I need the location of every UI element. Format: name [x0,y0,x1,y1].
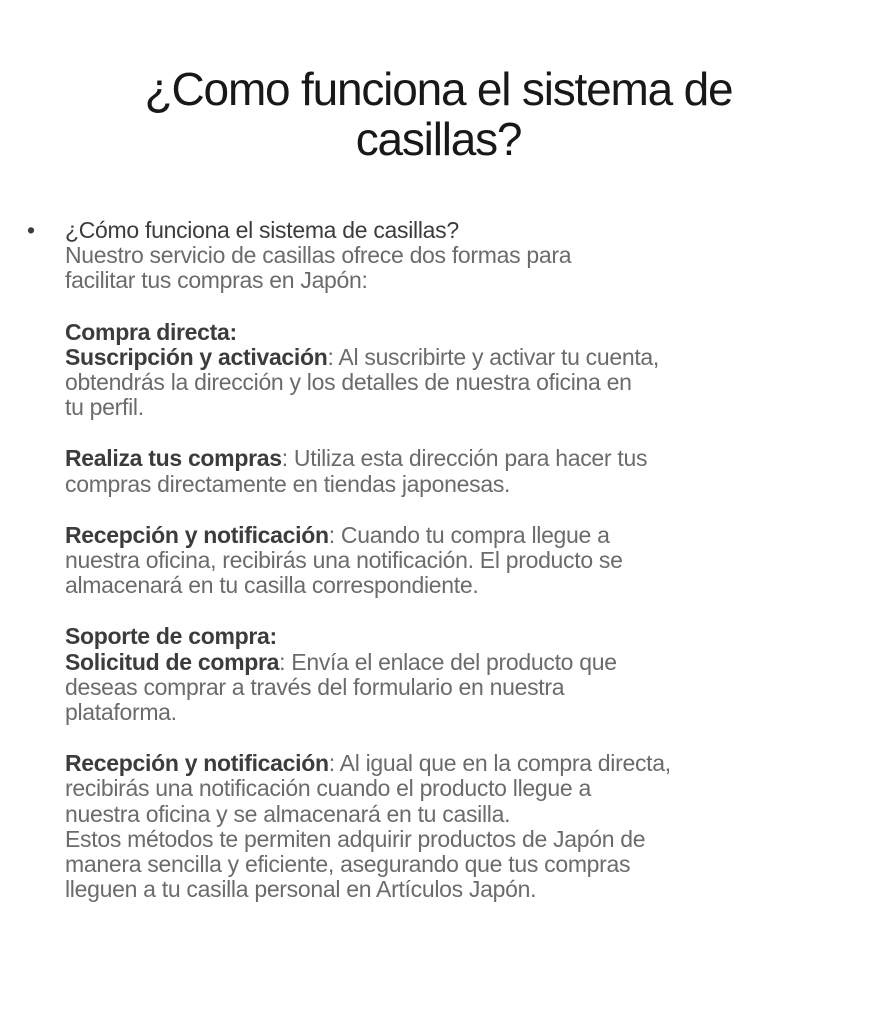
text-segment: ¿Cómo funciona el sistema de casillas? [65,217,459,243]
text-line [65,218,835,243]
text-line [65,675,835,700]
text-line [65,776,835,801]
text-line [65,700,835,725]
text-line [65,548,835,573]
slide-title-line-1: ¿Como funciona el sistema de [144,63,733,115]
text-segment: Realiza tus compras [65,445,282,472]
text-line [65,802,835,827]
text-line [65,523,835,548]
text-segment: Recepción y notificación [65,521,329,548]
text-segment: almacenará en tu casilla correspondiente. [65,572,479,599]
text-segment: nuestra oficina, recibirás una notificación. El producto se [65,547,623,574]
text-line [65,243,835,268]
text-segment: Compra directa: [65,318,237,345]
text-line [65,320,835,345]
paragraph [65,751,835,902]
text-line [65,472,835,497]
paragraph [65,624,835,725]
text-line [65,852,835,877]
paragraph [65,446,835,496]
text-segment: : Al suscribirte y activar tu cuenta, [327,343,660,370]
text-segment: plataforma. [65,699,177,726]
text-segment: Suscripción y activación [65,343,328,370]
text-segment: lleguen a tu casilla personal en Artículos Japón. [65,876,537,903]
text-segment: obtendrás la dirección y los detalles de nuestra oficina en [65,369,632,396]
text-segment: manera sencilla y eficiente, asegurando que tus compras [65,851,631,878]
text-segment: : Utiliza esta dirección para hacer tus [281,445,648,472]
text-segment: : Al igual que en la compra directa, [328,750,671,777]
text-line [65,573,835,598]
text-line [65,446,835,471]
text-line [65,624,835,649]
text-line [65,345,835,370]
text-segment: : Envía el enlace del producto que [279,648,617,675]
text-segment: facilitar tus compras en Japón: [65,267,368,294]
text-segment: : Cuando tu compra llegue a [328,521,610,548]
text-line [65,650,835,675]
bullet-marker: • [27,217,36,243]
text-segment: compras directamente en tiendas japonesas. [65,470,511,497]
text-segment: Estos métodos te permiten adquirir productos de Japón de [65,825,646,852]
text-line [65,877,835,902]
paragraph [65,523,835,599]
text-segment: Soporte de compra: [65,623,277,650]
text-segment: Solicitud de compra [65,648,280,675]
bullet-text-block [65,218,835,902]
text-segment: Nuestro servicio de casillas ofrece dos formas para [65,242,572,269]
text-line [65,268,835,293]
text-line [65,827,835,852]
text-segment: Recepción y notificación [65,750,329,777]
text-segment: tu perfil. [65,394,144,421]
text-segment: deseas comprar a través del formulario en nuestra [65,673,565,700]
paragraph [65,218,835,294]
slide-title-line-2: casillas? [355,113,522,165]
slide-title [0,64,877,164]
text-segment: recibirás una notificación cuando el producto llegue a [65,775,591,802]
text-segment: nuestra oficina y se almacenará en tu casilla. [65,800,511,827]
text-line [65,370,835,395]
text-line [65,395,835,420]
paragraph [65,320,835,421]
text-line [65,751,835,776]
